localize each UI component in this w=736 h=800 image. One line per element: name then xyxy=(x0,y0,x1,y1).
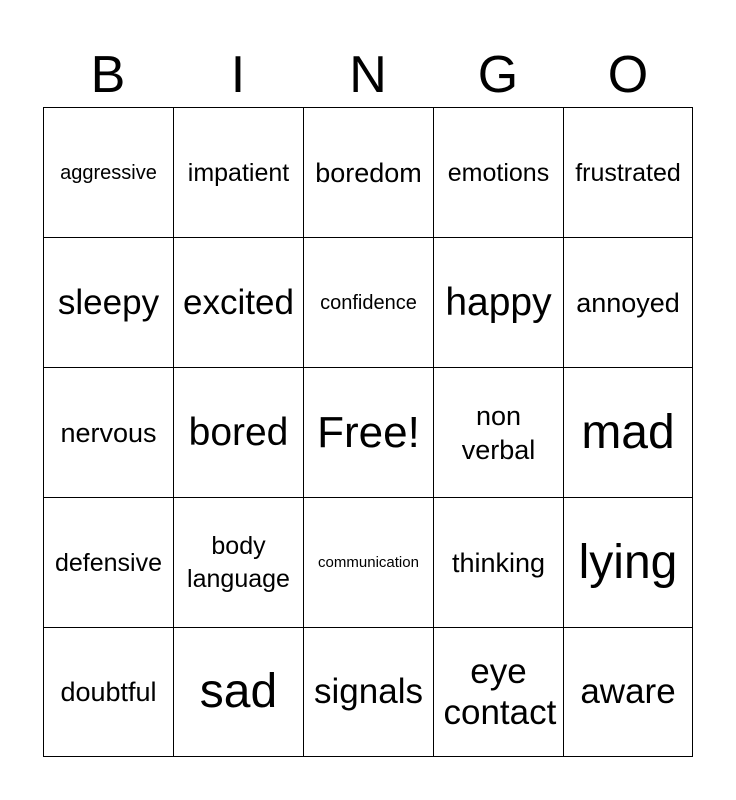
bingo-cell[interactable] xyxy=(173,497,303,627)
bingo-cell[interactable] xyxy=(173,107,303,237)
header-letter-i: I xyxy=(230,46,246,104)
cell-label: bored xyxy=(188,410,289,454)
header-letter-g: G xyxy=(477,46,519,104)
cell-label: aware xyxy=(580,672,676,711)
cell-label: aggressive xyxy=(60,161,157,184)
bingo-cell[interactable] xyxy=(43,627,173,757)
cell-label: sad xyxy=(199,665,278,718)
header-letter-n: N xyxy=(349,46,387,104)
cell-label: annoyed xyxy=(576,287,680,318)
bingo-cell[interactable] xyxy=(303,627,433,757)
header-letter-o: O xyxy=(607,46,649,104)
bingo-cell[interactable] xyxy=(303,497,433,627)
bingo-cell[interactable] xyxy=(433,107,563,237)
bingo-cell[interactable] xyxy=(563,367,693,497)
cell-label: sleepy xyxy=(57,282,160,322)
bingo-card-grid xyxy=(43,107,693,757)
bingo-cell[interactable] xyxy=(433,367,563,497)
free-space-cell[interactable] xyxy=(303,367,433,497)
bingo-cell[interactable] xyxy=(303,237,433,367)
bingo-cell[interactable] xyxy=(563,107,693,237)
bingo-cell[interactable] xyxy=(563,627,693,757)
cell-label: boredom xyxy=(315,157,422,188)
header-letter-b: B xyxy=(90,46,126,104)
bingo-cell[interactable] xyxy=(43,237,173,367)
cell-label: doubtful xyxy=(60,677,157,707)
bingo-cell[interactable] xyxy=(173,237,303,367)
cell-label: emotions xyxy=(447,158,550,187)
cell-label: excited xyxy=(183,282,294,322)
cell-label: nervous xyxy=(60,417,157,448)
bingo-cell[interactable] xyxy=(433,237,563,367)
cell-label: defensive xyxy=(54,548,163,577)
cell-label: mad xyxy=(581,405,675,459)
cell-label: happy xyxy=(445,280,552,324)
cell-label: communication xyxy=(318,553,419,571)
bingo-cell[interactable] xyxy=(173,367,303,497)
free-space-label: Free! xyxy=(317,407,420,457)
cell-label: signals xyxy=(314,672,423,711)
cell-label: impatient xyxy=(187,158,290,187)
cell-label: thinking xyxy=(451,547,546,578)
bingo-cell[interactable] xyxy=(563,237,693,367)
bingo-cell[interactable] xyxy=(43,367,173,497)
cell-label: frustrated xyxy=(575,158,681,187)
bingo-cell[interactable] xyxy=(433,627,563,757)
bingo-cell[interactable] xyxy=(173,627,303,757)
bingo-cell[interactable] xyxy=(563,497,693,627)
cell-label: lying xyxy=(578,535,678,589)
bingo-cell[interactable] xyxy=(303,107,433,237)
cell-label: non verbal xyxy=(461,400,536,465)
bingo-header xyxy=(43,42,693,108)
cell-label: eye contact xyxy=(443,652,557,732)
bingo-cell[interactable] xyxy=(433,497,563,627)
bingo-cell[interactable] xyxy=(43,107,173,237)
cell-label: confidence xyxy=(320,291,417,314)
bingo-cell[interactable] xyxy=(43,497,173,627)
cell-label: body language xyxy=(187,531,290,593)
